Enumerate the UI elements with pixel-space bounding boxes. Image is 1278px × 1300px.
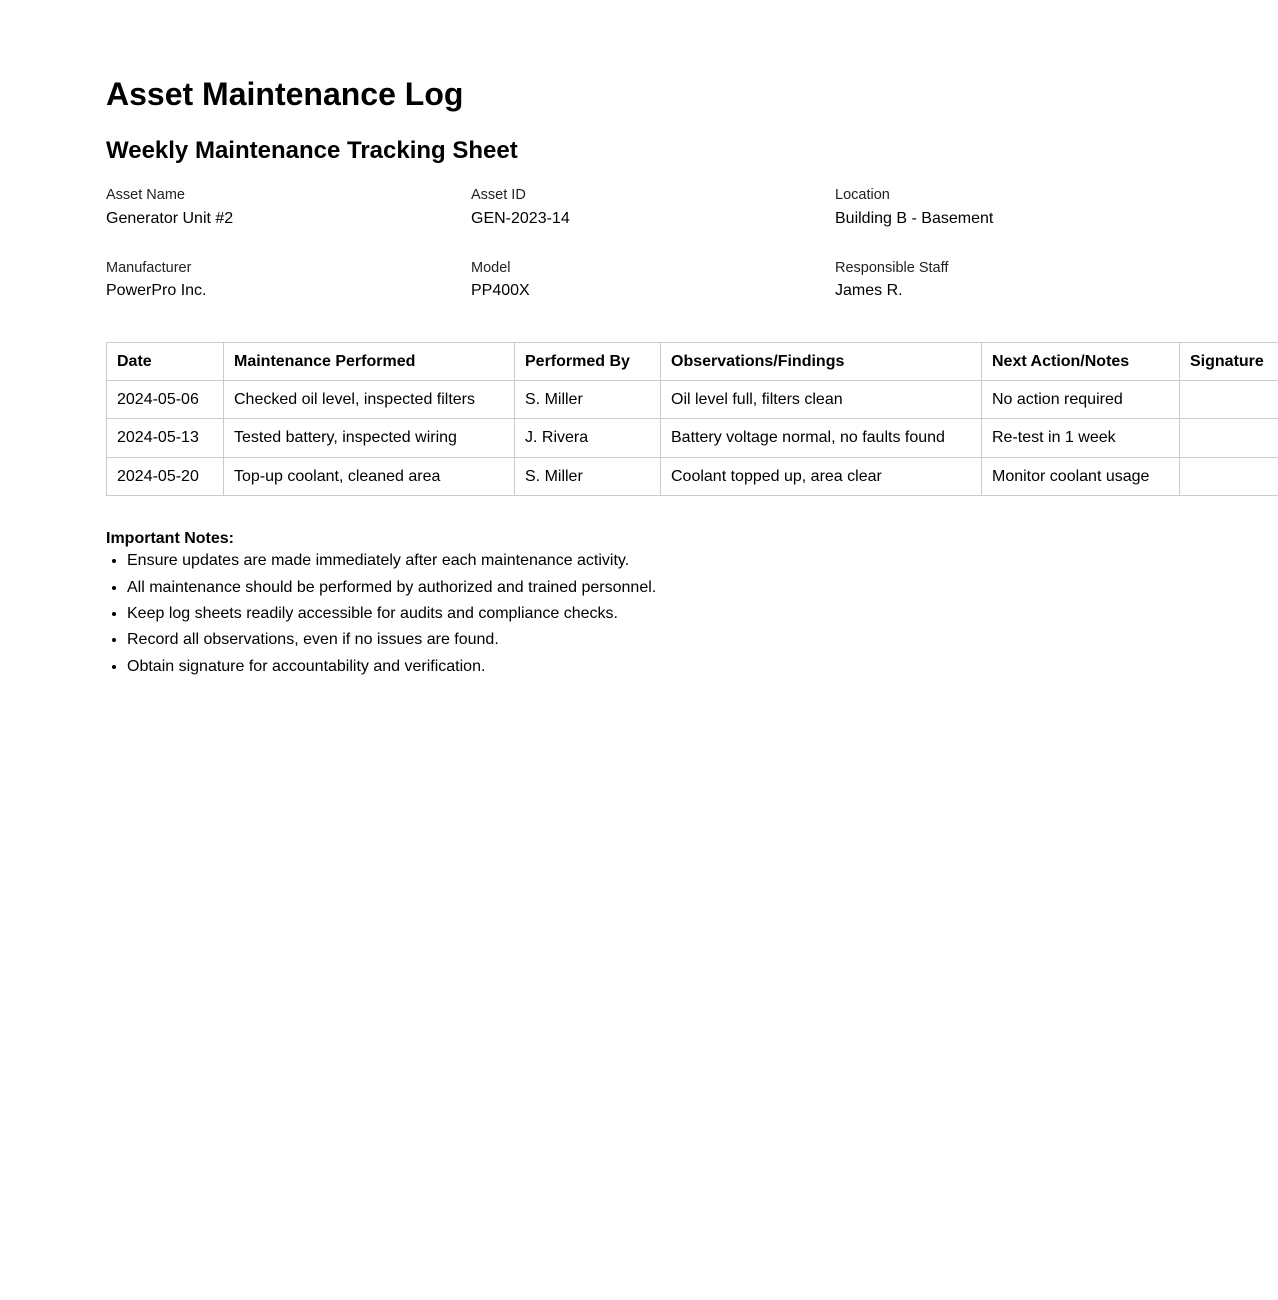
meta-field-label: Model	[471, 259, 511, 276]
table-row	[107, 419, 1278, 457]
signature-cell	[1180, 457, 1278, 495]
meta-field-value: GEN-2023-14	[471, 209, 570, 227]
column-header: Observations/Findings	[661, 343, 982, 381]
table-cell: S. Miller	[515, 457, 661, 495]
meta-field	[106, 186, 471, 227]
note-item: • Obtain signature for accountability and verification.	[127, 658, 1172, 676]
table-cell: Battery voltage normal, no faults found	[661, 419, 982, 457]
table-header-row	[107, 343, 1278, 381]
maintenance-log-table	[106, 342, 1278, 496]
meta-field-label: Location	[835, 187, 890, 204]
notes-list	[106, 552, 1172, 676]
page-title: Asset Maintenance Log	[106, 76, 464, 112]
table-cell: 2024-05-13	[107, 419, 224, 457]
table-cell: Re-test in 1 week	[982, 419, 1180, 457]
meta-field	[471, 259, 835, 300]
meta-field-value: Building B - Basement	[835, 209, 994, 227]
table-cell: 2024-05-20	[107, 457, 224, 495]
table-row	[107, 457, 1278, 495]
column-header: Next Action/Notes	[982, 343, 1180, 381]
table-cell: Monitor coolant usage	[982, 457, 1180, 495]
signature-cell	[1180, 381, 1278, 419]
asset-meta-grid	[106, 186, 1172, 300]
table-cell: 2024-05-06	[107, 381, 224, 419]
table-body	[107, 381, 1278, 496]
meta-field	[106, 259, 471, 300]
note-item: • Record all observations, even if no issues are found.	[127, 631, 1172, 649]
table-cell: Checked oil level, inspected filters	[224, 381, 515, 419]
table-cell: Coolant topped up, area clear	[661, 457, 982, 495]
notes-heading: Important Notes:	[106, 529, 234, 547]
meta-field-label: Asset ID	[471, 187, 526, 204]
table-cell: Top-up coolant, cleaned area	[224, 457, 515, 495]
meta-field-label: Responsible Staff	[835, 259, 949, 276]
table-cell: Oil level full, filters clean	[661, 381, 982, 419]
page-subtitle: Weekly Maintenance Tracking Sheet	[106, 136, 518, 164]
table-cell: J. Rivera	[515, 419, 661, 457]
note-item: • All maintenance should be performed by authorized and trained personnel.	[127, 579, 1172, 597]
meta-field-value: James R.	[835, 281, 903, 299]
meta-field-value: Generator Unit #2	[106, 209, 234, 227]
meta-field-label: Manufacturer	[106, 259, 192, 276]
note-item: • Ensure updates are made immediately after each maintenance activity.	[127, 552, 1172, 570]
meta-field-label: Asset Name	[106, 187, 185, 204]
signature-cell	[1180, 419, 1278, 457]
note-item: • Keep log sheets readily accessible for audits and compliance checks.	[127, 605, 1172, 623]
meta-field	[835, 259, 1172, 300]
column-header: Maintenance Performed	[224, 343, 515, 381]
table-cell: Tested battery, inspected wiring	[224, 419, 515, 457]
meta-field	[471, 186, 835, 227]
important-notes-section	[106, 530, 1172, 676]
meta-field-value: PowerPro Inc.	[106, 281, 207, 299]
meta-field	[835, 186, 1172, 227]
column-header: Date	[107, 343, 224, 381]
table-cell: No action required	[982, 381, 1180, 419]
table-row	[107, 381, 1278, 419]
column-header: Signature	[1180, 343, 1278, 381]
column-header: Performed By	[515, 343, 661, 381]
meta-field-value: PP400X	[471, 281, 530, 299]
table-cell: S. Miller	[515, 381, 661, 419]
